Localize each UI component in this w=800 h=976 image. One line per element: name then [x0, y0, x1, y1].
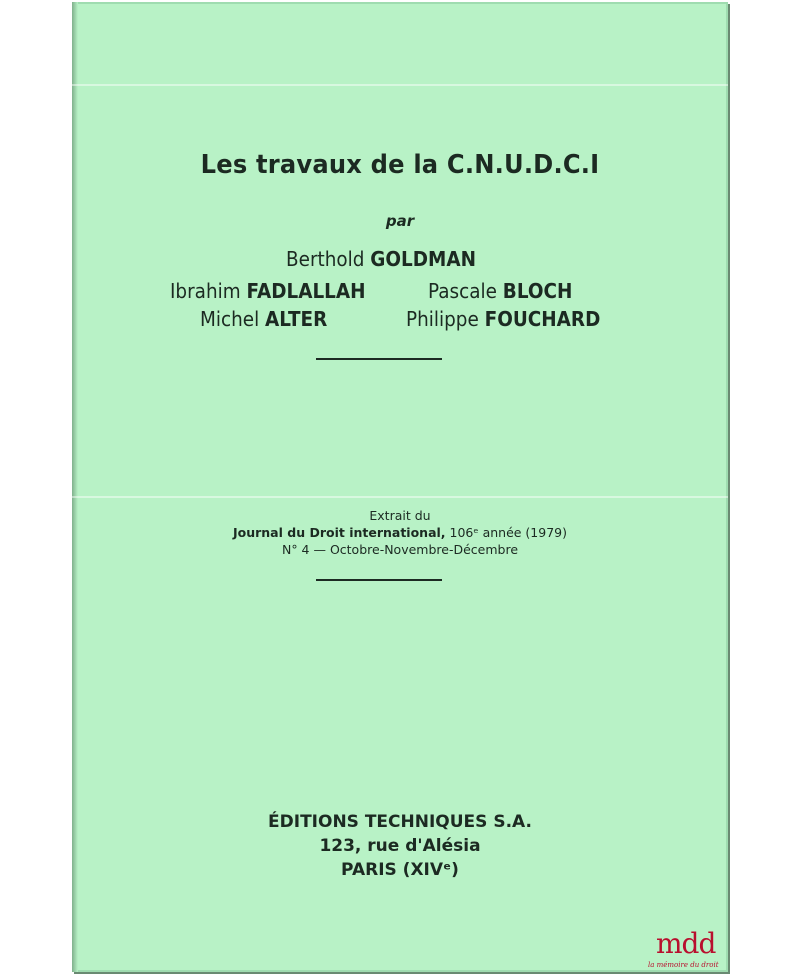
logo-mark: mdd [656, 927, 716, 960]
book-cover [72, 2, 728, 972]
divider-rule [316, 579, 442, 581]
journal-line: Journal du Droit international, 106ᵉ année (1979) [232, 525, 567, 540]
book-title: Les travaux de la C.N.U.D.C.I [200, 150, 600, 180]
fold-line [72, 496, 728, 498]
author-alter: Michel ALTER [200, 307, 328, 331]
publisher-street: 123, rue d'Alésia [319, 836, 481, 856]
watermark-logo [648, 928, 728, 972]
publisher-name: ÉDITIONS TECHNIQUES S.A. [268, 812, 532, 832]
fold-line [72, 84, 728, 86]
author-bloch: Pascale BLOCH [428, 279, 573, 303]
issue-line: N° 4 — Octobre-Novembre-Décembre [281, 542, 519, 557]
by-label: par [385, 212, 415, 230]
extract-line: Extrait du [369, 508, 431, 523]
logo-tagline: la mémoire du droit [648, 961, 719, 969]
divider-rule [316, 358, 442, 360]
author-fouchard: Philippe FOUCHARD [406, 307, 601, 331]
author-goldman: Berthold GOLDMAN [286, 247, 476, 271]
author-fadlallah: Ibrahim FADLALLAH [170, 279, 366, 303]
publisher-city: PARIS (XIVᵉ) [341, 860, 459, 880]
